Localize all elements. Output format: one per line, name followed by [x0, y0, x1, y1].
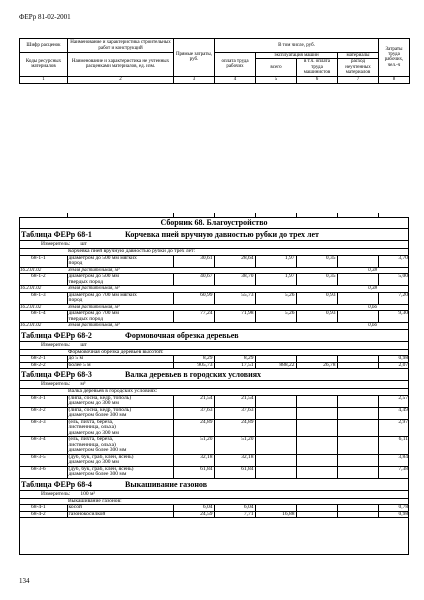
- table-name: Валка деревьев в городских условиях: [125, 370, 262, 379]
- resource-description: Земля растительная, м³: [67, 323, 337, 330]
- row-value-c3: 37,63: [173, 407, 214, 419]
- header-num: 5: [256, 76, 297, 83]
- row-code: 68-3-2: [19, 407, 67, 419]
- row-description-line: более 5 м: [68, 362, 91, 368]
- row-value-c6: 0,35: [296, 255, 337, 267]
- row-description-line: диаметром более 300 мм: [68, 471, 127, 477]
- row-value-c6: [296, 437, 337, 455]
- header-code-top: Шифр расценок: [20, 39, 68, 53]
- row-description-line: пород: [68, 260, 83, 266]
- table-row: [19, 292, 409, 304]
- row-description-line: диаметром до 500 мм: [68, 273, 119, 279]
- table-intro: Корчевка пней вручную давностью рубки до трех лет:: [67, 249, 409, 255]
- table-name: Выкашивание газонов: [125, 479, 208, 489]
- resource-consumption: 0,66: [337, 304, 378, 311]
- row-code: 68-2-2: [19, 362, 67, 369]
- row-value-c8: 5,00: [378, 274, 409, 286]
- row-value-c3: 61,84: [173, 466, 214, 478]
- table-intro: Формовочная обрезка деревьев высотой:: [67, 350, 409, 356]
- row-value-c5: [255, 437, 296, 455]
- row-description: [67, 407, 173, 419]
- row-value-c3: 8,29: [173, 356, 214, 363]
- row-description-line: (липа, сосна, кедр, тополь): [68, 395, 132, 401]
- row-description-line: твердых пород: [68, 278, 104, 285]
- resource-consumption: 0,66: [337, 323, 378, 330]
- row-value-c6: 0,35: [296, 274, 337, 286]
- row-value-c3: 60,99: [173, 292, 214, 304]
- row-value-c4: 55,73: [214, 292, 255, 304]
- row-value-c8: 4,49: [378, 407, 409, 419]
- row-value-c6: 0,93: [296, 292, 337, 304]
- row-value-c6: [296, 407, 337, 419]
- row-code: 68-4-1: [19, 505, 67, 512]
- measure-label: Измеритель:: [41, 490, 71, 497]
- resource-code: 16.2.01.02: [19, 323, 67, 330]
- table-row: [19, 395, 409, 407]
- row-description: [67, 454, 173, 466]
- row-description-line: (ель, пихта, береза,: [68, 419, 114, 425]
- table-row: [19, 437, 409, 455]
- row-value-c3: 40,67: [173, 274, 214, 286]
- row-description-line: диаметром более 300 мм: [68, 412, 127, 418]
- row-value-c4: 28,64: [214, 255, 255, 267]
- row-description: [67, 255, 173, 267]
- row-description-line: (дуб, бук, граб, клен, ясень): [68, 454, 134, 460]
- measure-label: Измеритель:: [41, 381, 71, 387]
- row-value-c4: 7,71: [214, 511, 255, 518]
- table-heading: [19, 369, 409, 381]
- row-value-c3: 24,59: [173, 511, 214, 518]
- resource-code: 16.2.01.02: [19, 286, 67, 293]
- row-value-c7: [337, 437, 378, 455]
- row-value-c6: 0,93: [296, 311, 337, 323]
- row-description-line: диаметром до 700 мм мягких: [68, 292, 137, 298]
- row-description: [67, 419, 173, 437]
- row-value-c5: [255, 395, 296, 407]
- row-value-c3: 21,54: [173, 395, 214, 407]
- header-machinist-wage: в т.ч. оплата труда машинистов: [297, 59, 338, 76]
- table-heading: [19, 330, 409, 342]
- row-value-c8: 3,84: [378, 454, 409, 466]
- table-measure: [19, 381, 409, 389]
- resource-row: [19, 323, 409, 330]
- table-intro: Выкашивание газонов:: [67, 499, 409, 505]
- measure-label: Измеритель:: [41, 241, 71, 247]
- row-description-line: (ель, пихта, береза,: [68, 436, 114, 442]
- row-value-c7: [337, 362, 378, 369]
- row-value-c5: 1,97: [255, 274, 296, 286]
- header-num: 1: [20, 76, 68, 83]
- resource-description: Земля растительная, м³: [67, 286, 337, 293]
- row-value-c7: [337, 511, 378, 518]
- header-code-bottom: Коды ресурсных материалов: [20, 53, 68, 77]
- row-value-c4: 8,29: [214, 356, 255, 363]
- header-num: 2: [68, 76, 174, 83]
- table-heading: [19, 229, 409, 241]
- table-measure: [19, 342, 409, 350]
- table-row: [19, 466, 409, 478]
- row-value-c5: [255, 466, 296, 478]
- row-description: [67, 466, 173, 478]
- row-value-c8: 7,38: [378, 466, 409, 478]
- row-value-c4: 37,63: [214, 407, 255, 419]
- row-description-line: диаметром до 300 мм: [68, 459, 119, 465]
- row-value-c5: [255, 454, 296, 466]
- row-value-c8: 9,30: [378, 311, 409, 323]
- row-value-c5: 1,97: [255, 255, 296, 267]
- row-description-line: лиственница, ольха): [68, 424, 116, 430]
- row-code: 68-3-6: [19, 466, 67, 478]
- row-code: 68-2-1: [19, 356, 67, 363]
- row-code: 68-3-1: [19, 395, 67, 407]
- row-value-c4: 21,54: [214, 395, 255, 407]
- header-wage: оплата труда рабочих: [215, 53, 256, 77]
- row-value-c7: [337, 419, 378, 437]
- row-value-c3: 51,20: [173, 437, 214, 455]
- collection-title: Сборник 68. Благоустройство: [19, 217, 409, 229]
- table-measure: [19, 491, 409, 499]
- row-value-c3: 24,89: [173, 419, 214, 437]
- row-code: 68-3-5: [19, 454, 67, 466]
- row-value-c4: 6,04: [214, 505, 255, 512]
- row-value-c4: 38,70: [214, 274, 255, 286]
- table-row: [19, 454, 409, 466]
- resource-consumption: 0,38: [337, 286, 378, 293]
- row-code: 68-1-1: [19, 255, 67, 267]
- row-value-c6: [296, 419, 337, 437]
- row-description-line: пород: [68, 297, 83, 303]
- header-num: 8: [379, 76, 410, 83]
- row-description-line: (дуб, бук, граб, клен, ясень): [68, 466, 134, 472]
- rates-content: [19, 217, 409, 518]
- row-value-c5: 16,88: [255, 511, 296, 518]
- row-value-c7: [337, 466, 378, 478]
- row-value-c6: 26,78: [296, 362, 337, 369]
- table-row: [19, 255, 409, 267]
- row-value-c7: [337, 274, 378, 286]
- header-num: 4: [215, 76, 256, 83]
- row-value-c5: 888,22: [255, 362, 296, 369]
- row-value-c3: 905,73: [173, 362, 214, 369]
- rates-table: [19, 499, 409, 519]
- row-value-c6: [296, 466, 337, 478]
- header-labor-costs: Затраты труда рабочих, чел.-ч: [379, 39, 410, 77]
- table-row: [19, 274, 409, 286]
- column-header-table: [19, 38, 410, 84]
- row-value-c8: 2,07: [378, 362, 409, 369]
- table-measure: [19, 241, 409, 249]
- resource-consumption: 0,38: [337, 267, 378, 274]
- header-name-bottom: Наименование и характеристика не учтенных расценками материалов, ед. изм.: [68, 53, 174, 77]
- row-description: [67, 362, 173, 369]
- header-including: В том числе, руб.: [215, 39, 379, 53]
- row-value-c6: [296, 511, 337, 518]
- row-value-c7: [337, 395, 378, 407]
- measure-label: Измеритель:: [41, 341, 71, 348]
- row-description-line: до 5 м: [68, 355, 84, 361]
- row-value-c8: 6,11: [378, 437, 409, 455]
- row-value-c3: 32,18: [173, 454, 214, 466]
- header-machines: эксплуатация машин: [256, 53, 338, 59]
- row-value-c3: 77,24: [173, 311, 214, 323]
- row-value-c8: 7,20: [378, 292, 409, 304]
- page-number: 134: [19, 577, 30, 585]
- rates-table: [19, 389, 409, 479]
- row-value-c6: [296, 395, 337, 407]
- row-description: [67, 437, 173, 455]
- resource-code: 16.2.01.02: [19, 304, 67, 311]
- resource-description: Земля растительная, м³: [67, 304, 337, 311]
- row-code: 68-1-4: [19, 311, 67, 323]
- table-code: Таблица ФЕРр 68-1: [21, 230, 92, 239]
- row-value-c8: 0,78: [378, 505, 409, 512]
- row-description-line: диаметром до 300 мм: [68, 400, 119, 406]
- row-value-c4: 24,89: [214, 419, 255, 437]
- row-description-line: твердых пород: [68, 315, 104, 322]
- measure-unit: м³: [80, 381, 86, 387]
- row-value-c4: 32,18: [214, 454, 255, 466]
- row-value-c7: [337, 292, 378, 304]
- measure-unit: 100 м²: [80, 490, 96, 497]
- row-code: 68-4-2: [19, 511, 67, 518]
- header-direct-costs: Прямые затраты, руб.: [174, 39, 215, 77]
- row-value-c7: [337, 311, 378, 323]
- header-num: 6: [297, 76, 338, 83]
- row-value-c5: 5,26: [255, 311, 296, 323]
- row-code: 68-1-3: [19, 292, 67, 304]
- row-description-line: (липа, сосна, кедр, тополь): [68, 407, 132, 413]
- row-code: 68-3-3: [19, 419, 67, 437]
- row-value-c8: 0,98: [378, 356, 409, 363]
- header-machines-total: всего: [256, 59, 297, 76]
- header-materials: материалы: [338, 53, 379, 59]
- row-description-line: лиственница, ольха): [68, 441, 116, 448]
- row-code: 68-1-2: [19, 274, 67, 286]
- row-description-line: диаметром более 300 мм: [68, 447, 127, 453]
- row-description-line: диаметром до 500 мм мягких: [68, 255, 137, 261]
- row-value-c3: 6,04: [173, 505, 214, 512]
- rates-table: [19, 249, 409, 330]
- row-value-c6: [296, 454, 337, 466]
- row-value-c8: 2,97: [378, 419, 409, 437]
- table-row: [19, 311, 409, 323]
- row-description-line: косой: [68, 504, 82, 510]
- row-description: [67, 311, 173, 323]
- row-description-line: диаметром до 700 мм: [68, 310, 119, 316]
- header-material-use: расход неучтенных материалов: [338, 59, 379, 76]
- table-intro: Валка деревьев в городских условиях:: [67, 389, 409, 395]
- row-value-c4: 17,51: [214, 362, 255, 369]
- table-row: [19, 511, 409, 518]
- row-value-c8: 3,70: [378, 255, 409, 267]
- row-description-line: газонокосилкой: [68, 511, 106, 517]
- row-value-c7: [337, 407, 378, 419]
- table-name: Корчевка пней вручную давностью рубки до трех лет: [125, 230, 319, 239]
- row-value-c3: 30,61: [173, 255, 214, 267]
- table-code: Таблица ФЕРр 68-4: [21, 479, 92, 489]
- table-row: [19, 419, 409, 437]
- header-num: 7: [338, 76, 379, 83]
- row-description: [67, 274, 173, 286]
- table-code: Таблица ФЕРр 68-3: [21, 370, 92, 379]
- row-value-c5: 5,26: [255, 292, 296, 304]
- row-value-c7: [337, 454, 378, 466]
- row-value-c8: 0,98: [378, 511, 409, 518]
- row-value-c5: [255, 407, 296, 419]
- row-description: [67, 395, 173, 407]
- measure-unit: шт: [80, 341, 87, 348]
- row-value-c4: 51,20: [214, 437, 255, 455]
- resource-code: 16.2.01.02: [19, 267, 67, 274]
- row-description-line: диаметром до 300 мм: [68, 429, 119, 436]
- table-heading: [19, 479, 409, 491]
- document-code: ФЕРр 81-02-2001: [19, 13, 71, 21]
- row-description: [67, 292, 173, 304]
- rates-table: [19, 350, 409, 370]
- resource-description: Земля растительная, м³: [67, 267, 337, 274]
- row-description: [67, 511, 173, 518]
- row-value-c8: 2,57: [378, 395, 409, 407]
- row-value-c4: 71,98: [214, 311, 255, 323]
- table-row: [19, 362, 409, 369]
- table-row: [19, 407, 409, 419]
- header-num: 3: [174, 76, 215, 83]
- row-value-c4: 61,84: [214, 466, 255, 478]
- row-code: 68-3-4: [19, 437, 67, 455]
- row-value-c5: [255, 419, 296, 437]
- header-name-top: Наименование и характеристика строительных работ и конструкций: [68, 39, 174, 53]
- measure-unit: шт: [80, 241, 87, 247]
- table-name: Формовочная обрезка деревьев: [125, 330, 239, 340]
- row-value-c7: [337, 255, 378, 267]
- table-code: Таблица ФЕРр 68-2: [21, 330, 92, 340]
